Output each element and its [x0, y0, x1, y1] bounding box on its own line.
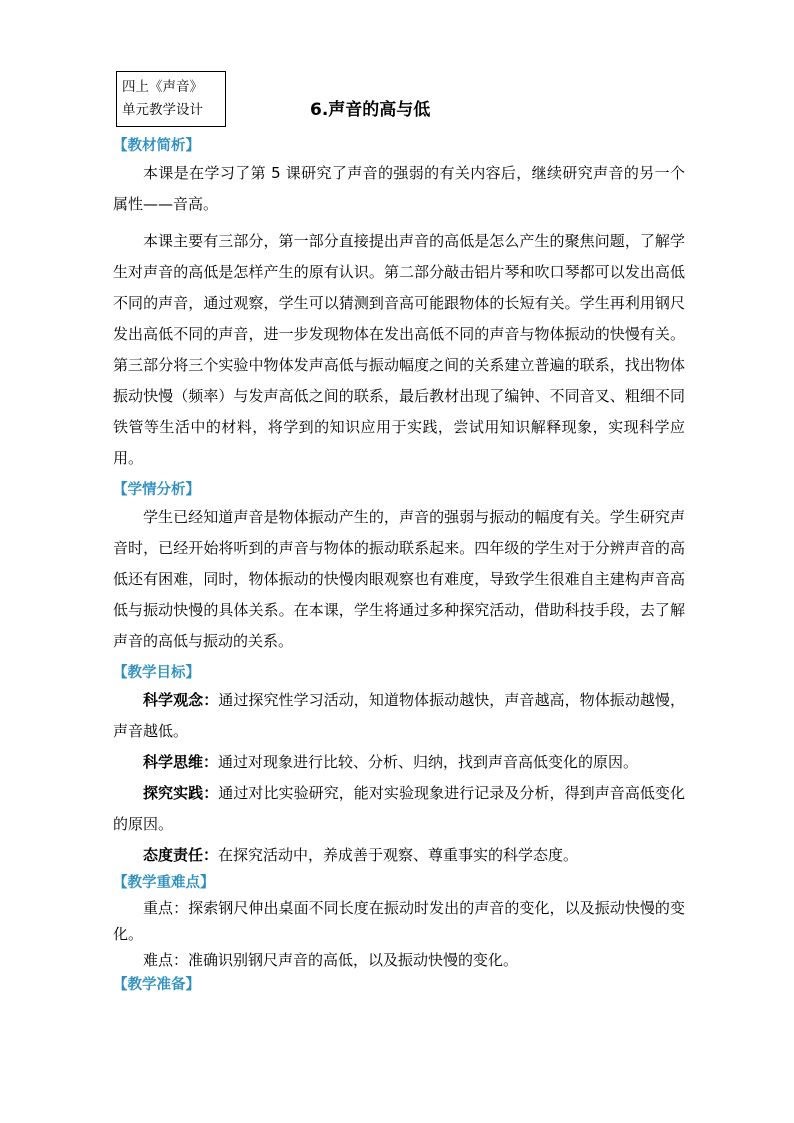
- unit-label-line1: 四上《声音》: [122, 79, 203, 95]
- goal-item: [113, 747, 685, 778]
- goal-item: [113, 685, 685, 747]
- goal-text: 在探究活动中，养成善于观察、尊重事实的科学态度。: [218, 846, 579, 864]
- heading-key-points: 【教学重难点】: [113, 875, 215, 891]
- goal-label: 科学观念：: [143, 691, 219, 709]
- key-point: 重点：探索钢尺伸出桌面不同长度在振动时发出的声音的变化，以及振动快慢的变化。: [113, 899, 685, 943]
- material-paragraph-1: 本课是在学习了第 5 课研究了声音的强弱的有关内容后，继续研究声音的另一个属性——音高。: [113, 164, 685, 213]
- lesson-title: 6.声音的高与低: [310, 100, 431, 120]
- goal-item: [113, 778, 685, 840]
- goal-text: 通过对比实验研究，能对实验现象进行记录及分析，得到声音高低变化的原因。: [113, 784, 685, 833]
- goal-text: 通过探究性学习活动，知道物体振动越快，声音越高，物体振动越慢，声音越低。: [113, 691, 685, 740]
- document-body: [113, 134, 685, 997]
- difficult-point: 难点：准确识别钢尺声音的高低，以及振动快慢的变化。: [143, 951, 519, 969]
- goal-label: 态度责任：: [143, 846, 219, 864]
- heading-students: 【学情分析】: [113, 482, 200, 498]
- unit-label-line2: 单元教学设计: [122, 102, 203, 118]
- material-paragraph-2: 本课主要有三部分，第一部分直接提出声音的高低是怎么产生的聚焦问题，了解学生对声音的高低是怎样产生的原有认识。第二部分敲击铝片琴和吹口琴都可以发出高低不同的声音，通过观察，学生可以猜测到音高可能跟物体的长短有关。学生再利用钢尺发出高低不同的声音，进一步发现物体在发出高低不同的声音与物体振动的快慢有关。第三部分将三个实验中物体发声高低与振动幅度之间的关系建立普遍的联系，找出物体振动快慢（频率）与发声高低之间的联系，最后教材出现了编钟、不同音叉、粗细不同铁管等生活中的材料，将学到的知识应用于实践，尝试用知识解释现象，实现科学应用。: [113, 232, 685, 467]
- heading-goals: 【教学目标】: [113, 665, 200, 681]
- heading-preparation: 【教学准备】: [113, 977, 200, 993]
- goal-label: 科学思维：: [143, 753, 219, 771]
- goal-text: 通过对现象进行比较、分析、归纳，找到声音高低变化的原因。: [218, 753, 639, 771]
- goal-label: 探究实践：: [143, 784, 219, 802]
- students-paragraph: 学生已经知道声音是物体振动产生的，声音的强弱与振动的幅度有关。学生研究声音时，已经开始将听到的声音与物体的振动联系起来。四年级的学生对于分辨声音的高低还有困难，同时，物体振动的快慢肉眼观察也有难度，导致学生很难自主建构声音高低与振动快慢的具体关系。在本课，学生将通过多种探究活动，借助科技手段，去了解声音的高低与振动的关系。: [113, 508, 685, 650]
- goal-item: [113, 840, 685, 871]
- unit-label-box: [116, 71, 226, 127]
- heading-material: 【教材简析】: [113, 138, 200, 154]
